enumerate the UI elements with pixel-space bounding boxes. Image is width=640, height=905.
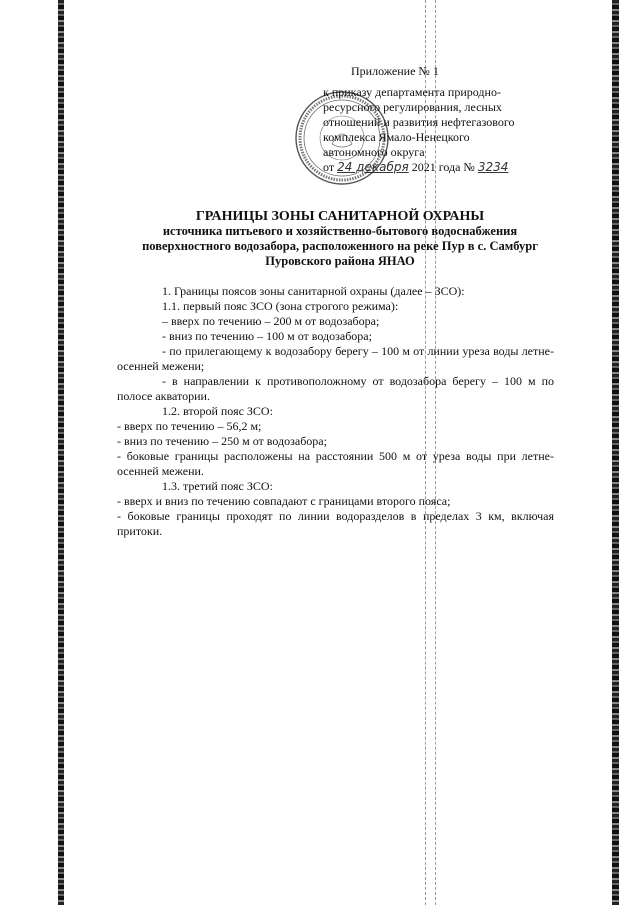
appendix-order-line: отношений и развития нефтегазового <box>323 115 515 129</box>
list-item: - вверх по течению – 56,2 м; <box>117 419 262 433</box>
date-suffix: 2021 года № <box>411 160 475 174</box>
document-body <box>117 284 554 539</box>
title-subtitle: Пуровского района ЯНАО <box>265 254 415 268</box>
title-subtitle: источника питьевого и хозяйственно-бытового водоснабжения <box>162 224 518 238</box>
appendix-order-line: комплекса Ямало-Ненецкого <box>323 130 470 144</box>
subsection-heading: 1.3. третий пояс ЗСО: <box>162 479 273 493</box>
list-item: - в направлении к противоположному от водозабора берегу – 100 м по полосе акватории. <box>117 374 554 403</box>
appendix-block <box>323 64 553 175</box>
handwritten-date: 24 декабря <box>337 160 409 174</box>
list-item: - вниз по течению – 100 м от водозабора; <box>162 329 372 343</box>
section-heading: 1. Границы поясов зоны санитарной охраны (далее – ЗСО): <box>162 284 465 298</box>
list-item: - боковые границы проходят по линии водоразделов в пределах 3 км, включая притоки. <box>117 509 554 538</box>
document-title <box>130 209 550 269</box>
appendix-order-line: ресурсного регулирования, лесных <box>323 100 502 114</box>
subsection-heading: 1.2. второй пояс ЗСО: <box>162 404 273 418</box>
title-main: ГРАНИЦЫ ЗОНЫ САНИТАРНОЙ ОХРАНЫ <box>195 209 485 224</box>
list-item: - вниз по течению – 250 м от водозабора; <box>117 434 327 448</box>
handwritten-order-number: 3234 <box>477 160 509 174</box>
scan-edge-left <box>58 0 64 905</box>
list-item: - вверх и вниз по течению совпадают с границами второго пояса; <box>117 494 451 508</box>
appendix-date-line <box>323 160 553 175</box>
appendix-order-line: автономного округа <box>323 145 425 159</box>
list-item: - боковые границы расположены на расстоянии 500 м от уреза воды при летне-осенней межени. <box>117 449 554 478</box>
scan-edge-right <box>612 0 619 905</box>
subsection-heading: 1.1. первый пояс ЗСО (зона строгого режима): <box>162 299 399 313</box>
appendix-number: Приложение № 1 <box>351 64 439 78</box>
list-item: – вверх по течению – 200 м от водозабора; <box>162 314 380 328</box>
title-subtitle: поверхностного водозабора, расположенного на реке Пур в с. Самбург <box>142 239 538 253</box>
list-item: - по прилегающему к водозабору берегу – 100 м от линии уреза воды летне-осенней межени; <box>117 344 554 373</box>
appendix-order-line: к приказу департамента природно- <box>323 85 501 99</box>
date-prefix: от <box>323 160 335 174</box>
